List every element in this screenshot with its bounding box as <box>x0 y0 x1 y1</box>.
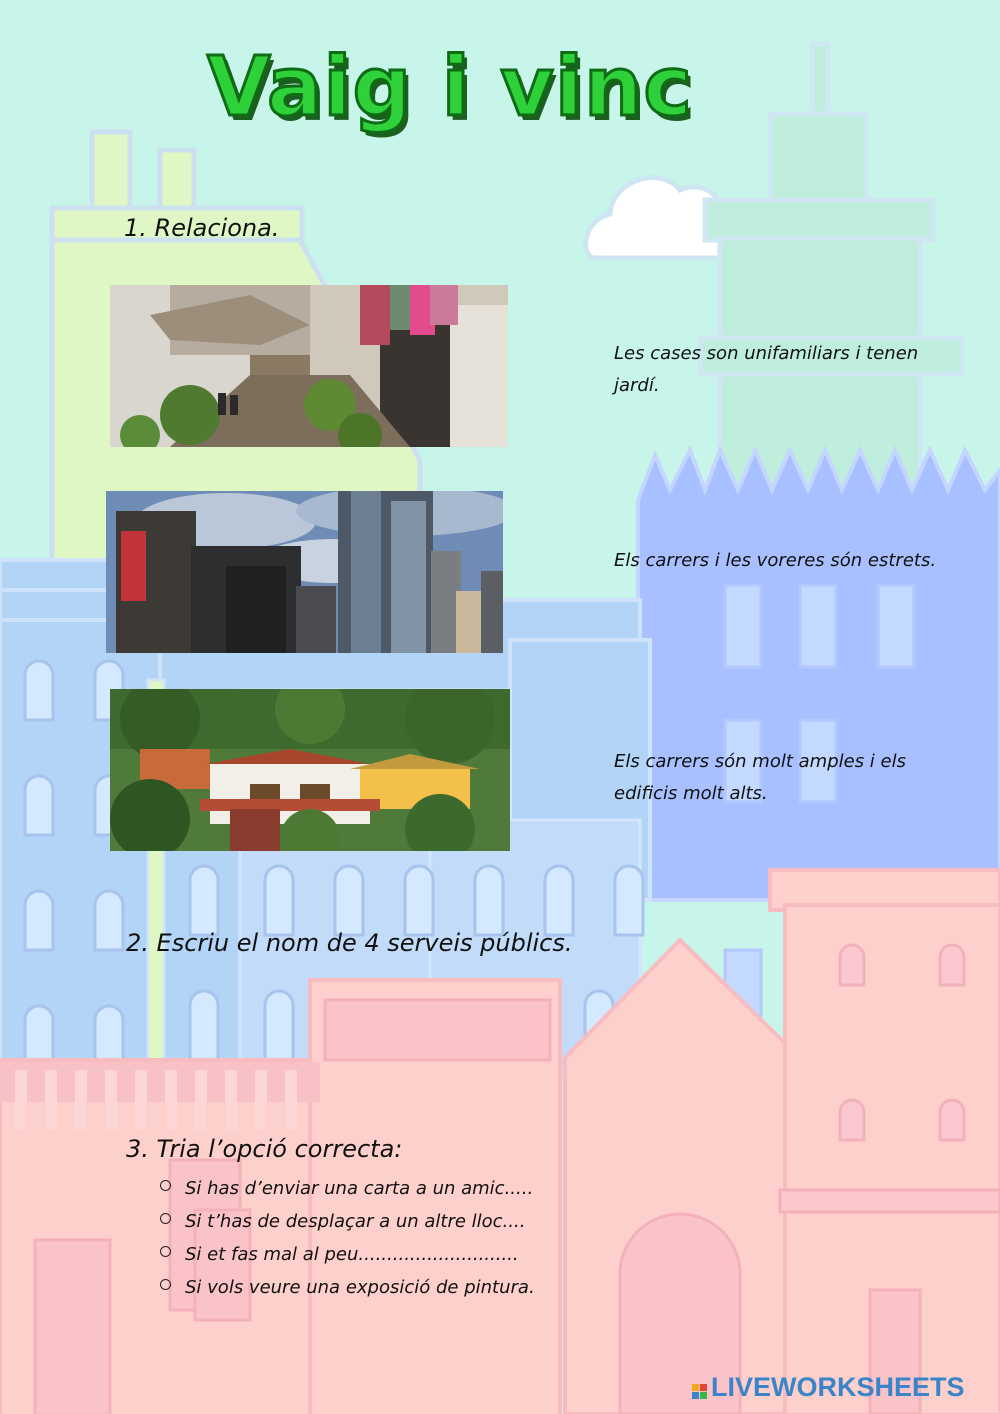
section2-heading: 2. Escriu el nom de 4 serveis públics. <box>126 929 573 957</box>
liveworksheets-logo <box>692 1372 992 1408</box>
option-text: Si has d’enviar una carta a un amic..... <box>185 1178 534 1199</box>
option-item[interactable] <box>160 1172 640 1205</box>
statement-3: Els carrers són molt amples i els edificis molt alts. <box>614 751 906 804</box>
section3-heading: 3. Tria l’opció correcta: <box>126 1135 403 1163</box>
bullet-icon <box>160 1279 171 1290</box>
worksheet-title: Vaig i vinc <box>207 40 693 135</box>
section1-heading: 1. Relaciona. <box>124 214 280 242</box>
houses-with-gardens-photo <box>110 689 510 851</box>
option-item[interactable] <box>160 1205 640 1238</box>
liveworksheets-logo-icon <box>692 1384 707 1399</box>
statement-1: Les cases son unifamiliars i tenen jardí. <box>614 343 919 396</box>
option-text: Si t’has de desplaçar a un altre lloc.... <box>185 1211 526 1232</box>
bullet-icon <box>160 1246 171 1257</box>
statement-2: Els carrers i les voreres són estrets. <box>614 550 937 571</box>
option-item[interactable] <box>160 1238 640 1271</box>
skyscrapers-city-photo <box>106 491 503 653</box>
bullet-icon <box>160 1213 171 1224</box>
bullet-icon <box>160 1180 171 1191</box>
option-text: Si vols veure una exposició de pintura. <box>185 1277 535 1298</box>
option-item[interactable] <box>160 1271 640 1304</box>
narrow-village-street-photo <box>110 285 508 447</box>
option-text: Si et fas mal al peu............................ <box>185 1244 519 1265</box>
options-list <box>160 1172 640 1304</box>
brand-name: LIVEWORKSHEETS <box>711 1372 965 1402</box>
